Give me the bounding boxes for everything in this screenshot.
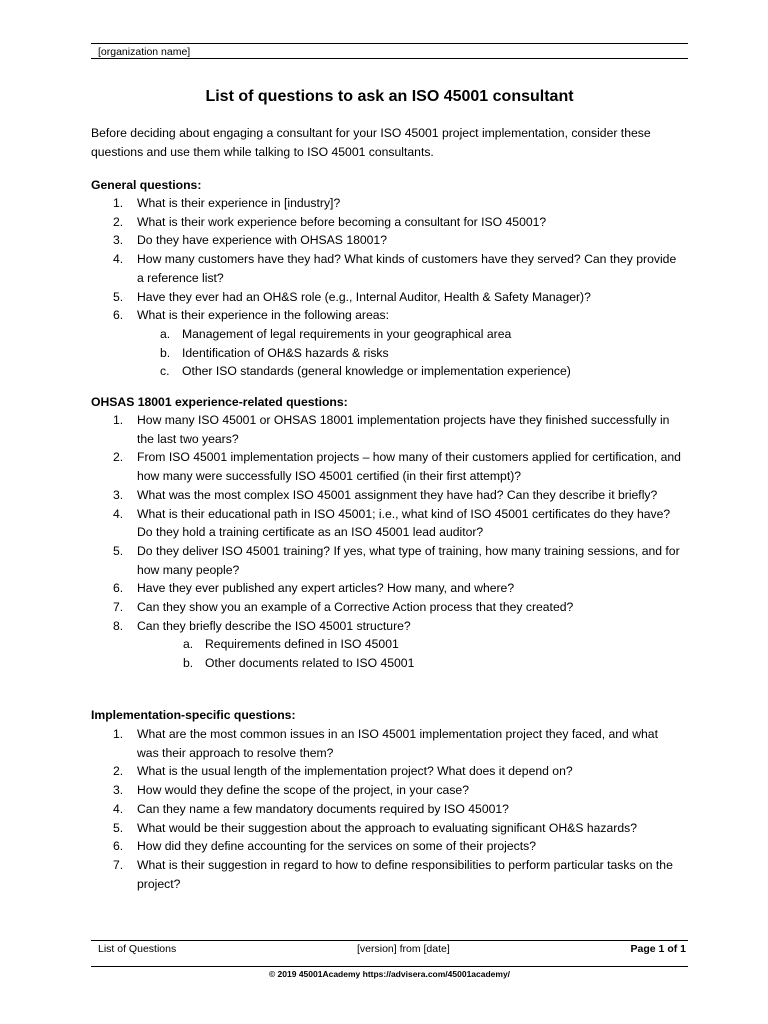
list-item: 2. What is the usual length of the implementation project? What does it depend on? [113, 764, 573, 779]
list-item: 5. What would be their suggestion about the approach to evaluating significant OH&S hazards? [113, 820, 637, 835]
list-item: 3. What was the most complex ISO 45001 assignment they have had? Can they describe it briefly? [113, 487, 658, 502]
list-item: 7. What is their suggestion in regard to how to define responsibilities to perform particular tasks on the project? [113, 857, 673, 891]
footer-top-rule [91, 940, 688, 941]
intro-paragraph: Before deciding about engaging a consultant for your ISO 45001 project implementation, consider these questions and use them while talking to ISO 45001 consultants. [91, 126, 651, 159]
list-item: 7. Can they show you an example of a Corrective Action process that they created? [113, 600, 574, 615]
copyright-notice: © 2019 45001Academy https://advisera.com/45001academy/ [268, 969, 511, 979]
general-questions-list [91, 194, 681, 381]
organization-name-header: [organization name] [91, 43, 688, 59]
list-item: 6. Have they ever published any expert articles? How many, and where? [113, 581, 515, 596]
footer-document-name: List of Questions [98, 943, 177, 955]
footer-bottom-rule [91, 966, 688, 967]
footer [98, 943, 686, 955]
page-number: Page 1 of 1 [630, 943, 686, 955]
sub-list-item: c. Other ISO standards (general knowledge or implementation experience) [160, 364, 571, 379]
footer-version: [version] from [date] [356, 943, 450, 955]
list-item: 5. Do they deliver ISO 45001 training? If yes, what type of training, how many training sessions, and for how many people? [113, 543, 680, 577]
list-item: 2. What is their work experience before becoming a consultant for ISO 45001? [113, 214, 547, 229]
list-item: 3. How would they define the scope of the project, in your case? [113, 783, 469, 798]
sub-list-item: b. Other documents related to ISO 45001 [183, 656, 415, 671]
list-item: 5. Have they ever had an OH&S role (e.g., Internal Auditor, Health & Safety Manager)? [113, 289, 591, 304]
implementation-questions-heading: Implementation-specific questions: [91, 708, 296, 722]
list-item: 3. Do they have experience with OHSAS 18001? [113, 233, 387, 248]
list-item: 4. Can they name a few mandatory documents required by ISO 45001? [113, 801, 509, 816]
ohsas-questions-list [91, 411, 681, 673]
list-item: 8. Can they briefly describe the ISO 45001 structure? a. Requirements defined in ISO 45001 b. Other documents related to ISO 45001 [91, 617, 681, 673]
sub-list-item: a. Requirements defined in ISO 45001 [183, 637, 399, 652]
list-item: 1. What are the most common issues in an ISO 45001 implementation project they faced, and what was their approach to resolve them? [113, 727, 658, 760]
general-questions-heading: General questions: [91, 178, 202, 192]
ohsas-questions-heading: OHSAS 18001 experience-related questions: [91, 395, 348, 409]
list-item: 2. From ISO 45001 implementation projects – how many of their customers applied for certification, and how many were successfully ISO 45001 certified (in their first attempt)? [113, 450, 681, 484]
list-item: 1. What is their experience in [industry]? [113, 196, 341, 210]
list-item: 6. How did they define accounting for the services on some of their projects? [113, 839, 537, 854]
implementation-questions-list [91, 725, 681, 893]
document-title: List of questions to ask an ISO 45001 consultant [205, 88, 574, 105]
sub-list-item: b. Identification of OH&S hazards & risks [160, 345, 389, 360]
list-item: 4. What is their educational path in ISO 45001; i.e., what kind of ISO 45001 certificates do they have? Do they hold a training certificate as an ISO 45001 lead auditor? [113, 506, 671, 540]
sub-list-item: a. Management of legal requirements in your geographical area [160, 326, 512, 341]
list-item: 1. How many ISO 45001 or OHSAS 18001 implementation projects have they finished successfully in the last two years? [113, 413, 670, 446]
structure-sublist [137, 635, 681, 672]
experience-areas-sublist [137, 325, 681, 381]
list-item: 4. How many customers have they had? What kinds of customers have they served? Can they provide a reference list? [113, 252, 677, 285]
list-item: 6. What is their experience in the following areas: a. Management of legal requirements in your geographical area b. Identification of OH&S hazards & risks c. Other ISO standards (general knowledge or implementation experience) [91, 306, 681, 381]
